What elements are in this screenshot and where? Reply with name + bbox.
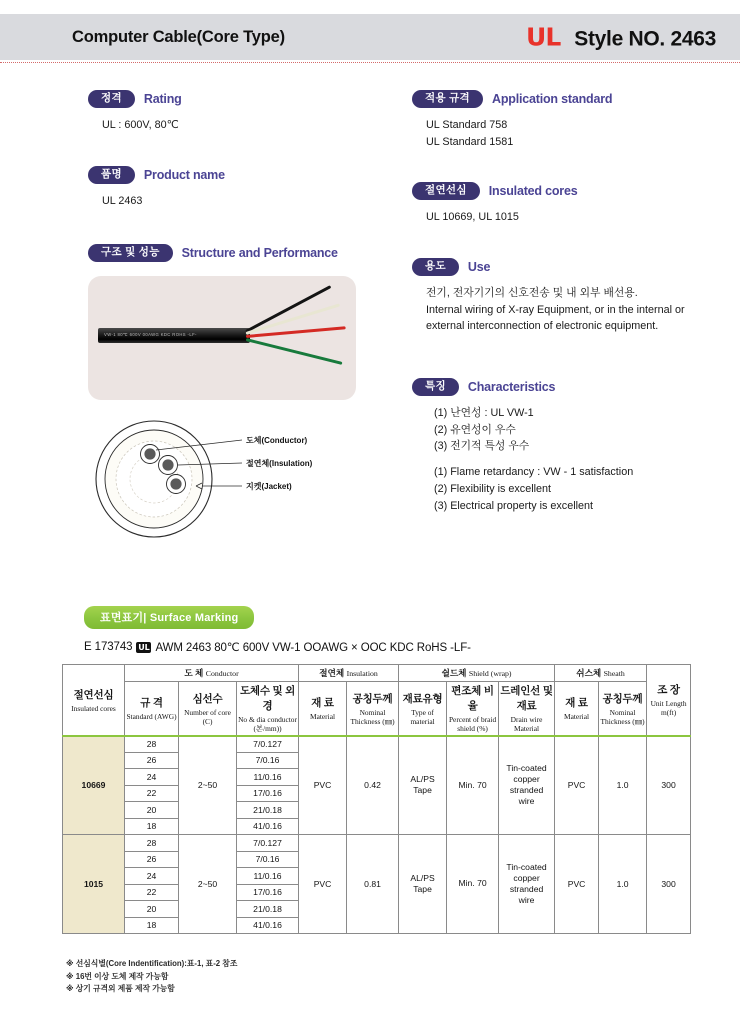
cell-awg: 26	[125, 752, 179, 769]
page-title: Computer Cable(Core Type)	[72, 27, 285, 46]
th-shield-type-ko: 재료유형	[402, 692, 443, 705]
use-line-en-2: external interconnection of electronic equipment.	[426, 320, 659, 333]
cell-number-of-core: 2~50	[179, 736, 237, 835]
th-insulation-thickness-en: Nominal Thickness (㎜)	[350, 707, 395, 726]
th-unit-length-en: Unit Length m(ft)	[650, 699, 687, 718]
cell-insulated-core: 10669	[63, 736, 125, 835]
marking-text-before: E 173743	[84, 641, 133, 653]
section-structure-heading	[88, 244, 338, 262]
cell-sheath-thickness: 1.0	[599, 835, 647, 934]
section-structure	[88, 244, 338, 262]
th-number-of-core-ko: 심선수	[192, 692, 223, 705]
header-divider	[0, 62, 740, 63]
th-braid-percent-ko: 편조체 비율	[451, 685, 494, 713]
section-use-body	[426, 285, 685, 335]
th-sheath-material-ko: 재 료	[565, 697, 588, 710]
th-insulation-material	[299, 682, 347, 736]
footnotes	[66, 958, 237, 996]
chars-en-3: (3) Electrical property is excellent	[434, 499, 594, 512]
cell-no-and-dia: 17/0.16	[237, 884, 299, 901]
section-chars-body	[434, 405, 633, 514]
cell-braid-percent: Min. 70	[447, 736, 499, 835]
section-structure-label-en: Structure and Performance	[181, 246, 338, 260]
chars-ko-3: (3) 전기적 특성 우수	[434, 440, 530, 453]
cell-awg: 24	[125, 769, 179, 786]
section-cores-heading	[412, 182, 577, 200]
cell-unit-length: 300	[647, 835, 691, 934]
th-braid-percent	[447, 682, 499, 736]
th-sheath-thickness-en: Nominal Thickness (㎜)	[600, 707, 645, 726]
cell-awg: 20	[125, 802, 179, 819]
th-no-and-dia-ko: 도체수 및 외경	[239, 685, 296, 713]
th-braid-percent-en: Percent of braid shield (%)	[448, 715, 497, 734]
cell-awg: 22	[125, 785, 179, 802]
cell-no-and-dia: 41/0.16	[237, 818, 299, 835]
th-insulation-material-en: Material	[310, 712, 336, 722]
section-appstd-body	[426, 117, 612, 150]
section-chars-heading	[412, 378, 633, 396]
section-product-body: UL 2463	[102, 195, 143, 208]
diagram-label-conductor: 도체(Conductor)	[246, 436, 308, 445]
section-rating-badge-ko: 정격	[88, 90, 135, 108]
th-group-conductor-ko: 도 체	[184, 668, 204, 678]
th-group-insulation	[299, 665, 399, 682]
th-unit-length	[647, 665, 691, 736]
section-application-standard	[412, 90, 612, 150]
section-chars-label-en: Characteristics	[467, 380, 556, 394]
ul-logo-text: UL	[526, 22, 561, 52]
specification-table	[62, 664, 691, 934]
cell-sheath-material: PVC	[555, 835, 599, 934]
chars-en-1: (1) Flame retardancy : VW - 1 satisfaction	[434, 466, 634, 479]
section-characteristics	[412, 378, 633, 514]
section-cores-badge-ko: 절연선심	[412, 182, 480, 200]
th-insulated-cores-ko: 절연선심	[73, 688, 114, 701]
surface-marking-text	[84, 640, 471, 654]
ul-certification-icon: UL	[138, 642, 150, 652]
th-number-of-core-en: Number of core (C)	[184, 707, 231, 726]
section-chars-badge-ko: 특징	[412, 378, 459, 396]
cell-awg: 18	[125, 818, 179, 835]
cable-cross-section-diagram	[92, 418, 392, 540]
surface-marking-badge: 표면표기| Surface Marking	[84, 606, 254, 629]
chars-ko-2: (2) 유연성이 우수	[434, 423, 516, 436]
cell-awg: 20	[125, 901, 179, 918]
cell-drain-wire: Tin-coated copper stranded wire	[499, 736, 555, 835]
cell-awg: 28	[125, 736, 179, 753]
cable-jacket-image	[98, 328, 250, 343]
section-rating-body: UL : 600V, 80℃	[102, 119, 179, 132]
cell-no-and-dia: 7/0.127	[237, 835, 299, 852]
section-appstd-heading	[412, 90, 612, 108]
th-standard-awg-en: Standard (AWG)	[126, 712, 177, 722]
section-use-heading	[412, 258, 685, 276]
section-product-label-en: Product name	[143, 168, 225, 182]
appstd-line-2: UL Standard 1581	[426, 135, 514, 148]
th-drain-wire	[499, 682, 555, 736]
th-group-shield	[399, 665, 555, 682]
th-insulation-thickness-ko: 공칭두께	[352, 692, 393, 705]
th-no-and-dia	[237, 682, 299, 736]
section-cores-label-en: Insulated cores	[488, 184, 578, 198]
specification-table-body	[63, 736, 691, 934]
cell-insulation-thickness: 0.81	[347, 835, 399, 934]
section-use	[412, 258, 685, 335]
cell-awg: 22	[125, 884, 179, 901]
section-insulated-cores	[412, 182, 577, 226]
cell-no-and-dia: 7/0.16	[237, 851, 299, 868]
section-surface-marking	[84, 606, 471, 654]
cell-shield-type: AL/PS Tape	[399, 736, 447, 835]
th-no-and-dia-en: No & dia conductor (본/mm))	[238, 715, 297, 734]
cell-shield-type: AL/PS Tape	[399, 835, 447, 934]
footnote-1: ※ 선심식별(Core Indentification):표-1, 표-2 참조	[66, 959, 238, 968]
cell-no-and-dia: 11/0.16	[237, 769, 299, 786]
marking-text-after: AWM 2463 80℃ 600V VW-1 OOAWG × OOC KDC RoHS -LF-	[155, 642, 471, 654]
section-product-badge-ko: 품명	[88, 166, 135, 184]
cell-insulation-material: PVC	[299, 736, 347, 835]
cable-product-photo	[88, 276, 356, 400]
cell-awg: 18	[125, 917, 179, 934]
section-rating-heading	[88, 90, 182, 108]
th-sheath-thickness	[599, 682, 647, 736]
cell-sheath-thickness: 1.0	[599, 736, 647, 835]
footnote-2: ※ 16번 이상 도체 제작 가능함	[66, 971, 169, 981]
diagram-label-insulation: 절연체(Insulation)	[246, 459, 313, 468]
th-number-of-core	[179, 682, 237, 736]
cell-no-and-dia: 7/0.16	[237, 752, 299, 769]
cell-no-and-dia: 41/0.16	[237, 917, 299, 934]
footnote-3: ※ 상기 규격외 제품 제작 가능함	[66, 984, 175, 994]
style-number: Style NO. 2463	[574, 27, 716, 51]
cell-no-and-dia: 21/0.18	[237, 802, 299, 819]
th-shield-type	[399, 682, 447, 736]
cell-no-and-dia: 11/0.16	[237, 868, 299, 885]
th-group-sheath-ko: 쉬스체	[576, 668, 602, 678]
section-rating-label-en: Rating	[143, 92, 182, 106]
cell-insulation-thickness: 0.42	[347, 736, 399, 835]
section-appstd-label-en: Application standard	[492, 92, 613, 106]
cell-insulated-core: 1015	[63, 835, 125, 934]
table-column-header-row	[63, 682, 691, 736]
conductor-wire-green	[246, 338, 343, 365]
table-group-header-row	[63, 665, 691, 682]
table-row	[63, 736, 691, 753]
th-drain-wire-ko: 드레인선 및 재료	[500, 685, 553, 713]
th-sheath-material-en: Material	[564, 712, 590, 722]
cell-awg: 28	[125, 835, 179, 852]
section-appstd-badge-ko: 적용 규격	[412, 90, 483, 108]
chars-ko-1: (1) 난연성 : UL VW-1	[434, 407, 534, 420]
chars-en-2: (2) Flexibility is excellent	[434, 482, 551, 495]
section-use-badge-ko: 용도	[412, 258, 459, 276]
th-insulated-cores	[63, 665, 125, 736]
cell-number-of-core: 2~50	[179, 835, 237, 934]
th-group-sheath	[555, 665, 647, 682]
th-sheath-thickness-ko: 공칭두께	[602, 692, 643, 705]
th-group-insulation-en: Insulation	[346, 669, 378, 678]
cell-sheath-material: PVC	[555, 736, 599, 835]
th-standard-awg-ko: 규 격	[140, 697, 163, 710]
th-group-shield-ko: 쉴드체	[441, 668, 467, 678]
cell-braid-percent: Min. 70	[447, 835, 499, 934]
th-drain-wire-en: Drain wire Material	[510, 715, 543, 734]
diagram-label-jacket: 지켓(Jacket)	[246, 482, 292, 491]
cell-no-and-dia: 17/0.16	[237, 785, 299, 802]
chars-spacer	[434, 455, 633, 464]
th-unit-length-ko: 조 장	[657, 684, 680, 697]
page-header	[0, 14, 740, 60]
cable-print-text: VW-1 80℃ 600V 00AWG KDC ROHS -LF-	[104, 331, 197, 337]
section-product-heading	[88, 166, 225, 184]
specification-table-wrapper	[62, 664, 687, 934]
appstd-line-1: UL Standard 758	[426, 119, 508, 132]
cell-unit-length: 300	[647, 736, 691, 835]
use-line-ko: 전기, 전자기기의 신호전송 및 내 외부 배선용.	[426, 287, 638, 300]
section-use-label-en: Use	[467, 260, 491, 274]
section-rating	[88, 90, 182, 134]
cell-awg: 26	[125, 851, 179, 868]
th-group-conductor-en: Conductor	[205, 669, 239, 678]
th-standard-awg	[125, 682, 179, 736]
section-structure-badge-ko: 구조 및 성능	[88, 244, 173, 262]
th-insulation-thickness	[347, 682, 399, 736]
th-sheath-material	[555, 682, 599, 736]
th-group-conductor	[125, 665, 299, 682]
header-right-group	[526, 23, 716, 52]
th-insulation-material-ko: 재 료	[311, 697, 334, 710]
th-insulated-cores-en: Insulated cores	[71, 703, 116, 713]
use-line-en-1: Internal wiring of X-ray Equipment, or in the internal or	[426, 303, 685, 316]
section-cores-body: UL 10669, UL 1015	[426, 211, 519, 224]
th-shield-type-en: Type of material	[410, 707, 435, 726]
cell-drain-wire: Tin-coated copper stranded wire	[499, 835, 555, 934]
cell-awg: 24	[125, 868, 179, 885]
cell-no-and-dia: 21/0.18	[237, 901, 299, 918]
cell-no-and-dia: 7/0.127	[237, 736, 299, 753]
section-product-name	[88, 166, 225, 210]
th-group-sheath-en: Sheath	[603, 669, 625, 678]
th-group-insulation-ko: 절연체	[319, 668, 345, 678]
th-group-shield-en: Shield (wrap)	[468, 669, 512, 678]
table-row	[63, 835, 691, 852]
cell-insulation-material: PVC	[299, 835, 347, 934]
